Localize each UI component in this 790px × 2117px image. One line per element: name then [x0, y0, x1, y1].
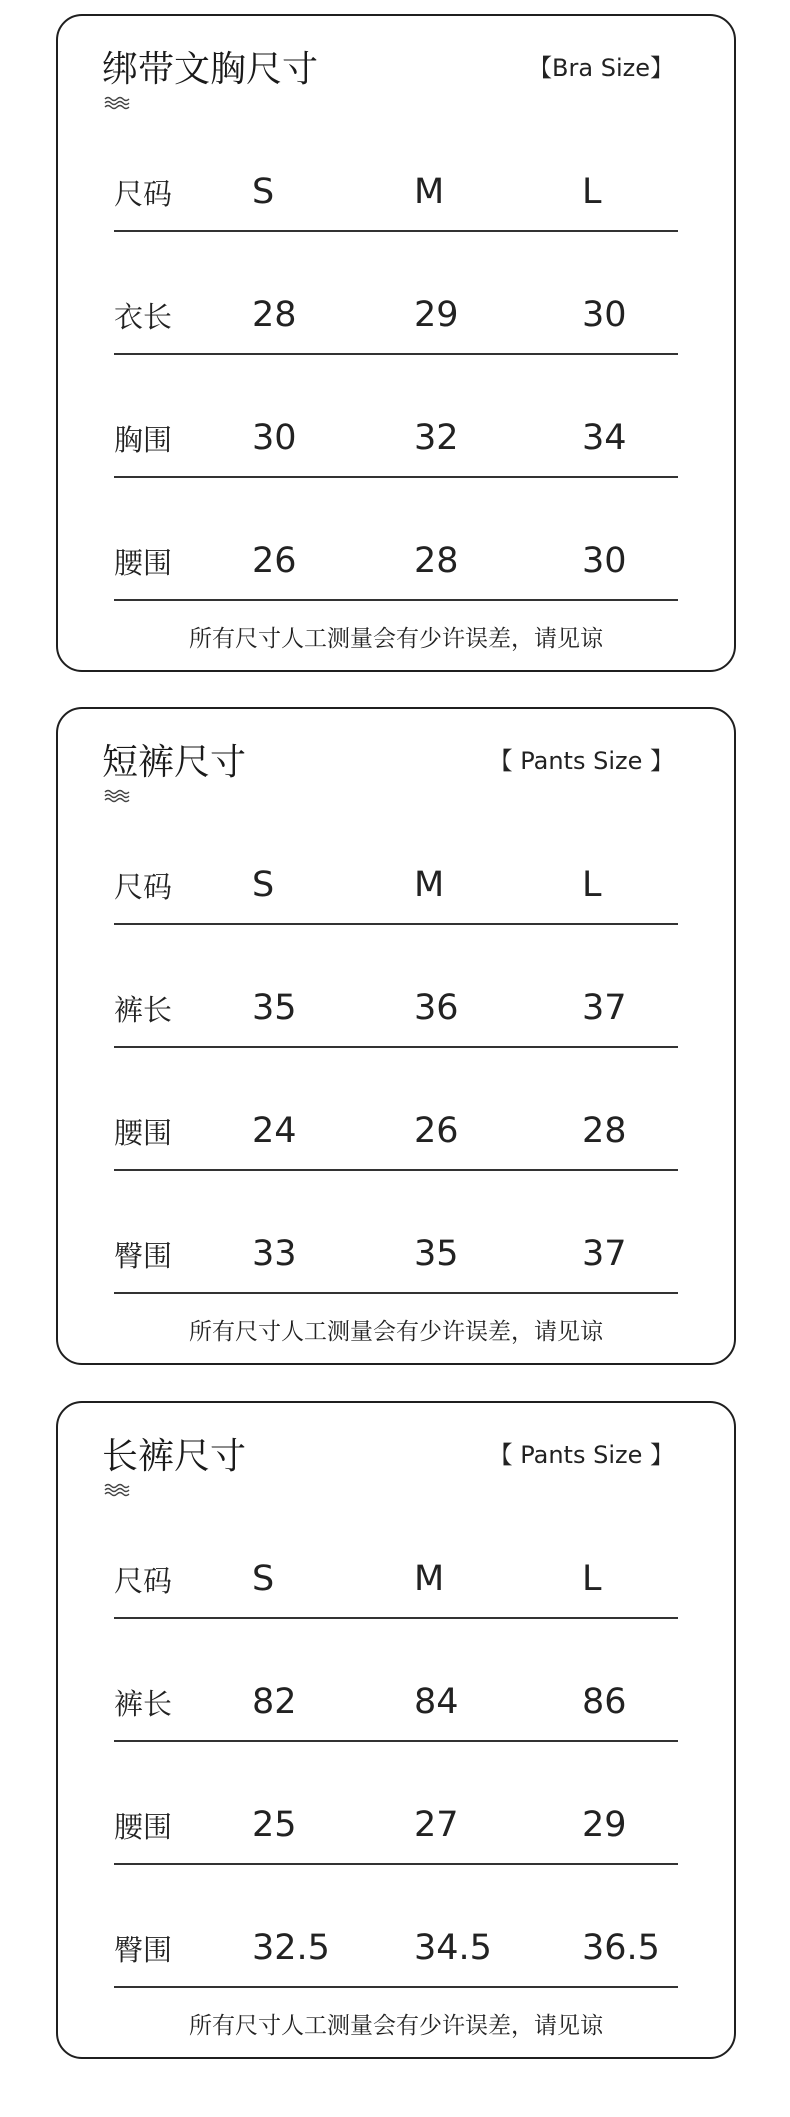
table-row [114, 1742, 678, 1865]
card-title: 短裤尺寸 [102, 742, 247, 783]
row-label: 衣长 [114, 300, 173, 334]
header-size-m: M [414, 172, 445, 212]
row-label: 胸围 [114, 423, 173, 457]
value-l: 29 [582, 1805, 627, 1845]
measurement-note: 所有尺寸人工测量会有少许误差，请见谅 [189, 2013, 603, 2039]
value-s: 25 [252, 1805, 297, 1845]
value-l: 30 [582, 541, 627, 581]
size-card-shorts [56, 707, 736, 1365]
measurement-note: 所有尺寸人工测量会有少许误差，请见谅 [189, 626, 603, 652]
header-size-m: M [414, 865, 445, 905]
value-m: 84 [414, 1682, 459, 1722]
value-s: 30 [252, 418, 297, 458]
row-label: 腰围 [114, 1116, 173, 1150]
measurement-note: 所有尺寸人工测量会有少许误差，请见谅 [189, 1319, 603, 1345]
size-tag: 【 Pants Size 】 [488, 1441, 674, 1469]
header-label: 尺码 [114, 177, 173, 211]
header-size-l: L [582, 865, 602, 905]
table-row [114, 232, 678, 355]
size-tag: 【 Pants Size 】 [488, 747, 674, 775]
value-l: 30 [582, 295, 627, 335]
value-m: 36 [414, 988, 459, 1028]
table-row [114, 1171, 678, 1294]
table-row [114, 1865, 678, 1988]
header-label: 尺码 [114, 870, 173, 904]
table-row [114, 1048, 678, 1171]
wave-icon [104, 1483, 130, 1497]
table-row [114, 355, 678, 478]
table-header-row [114, 1535, 678, 1619]
value-s: 26 [252, 541, 297, 581]
value-l: 36.5 [582, 1928, 660, 1968]
value-s: 33 [252, 1234, 297, 1274]
header-size-s: S [252, 865, 275, 905]
value-l: 28 [582, 1111, 627, 1151]
table-row [114, 925, 678, 1048]
header-label: 尺码 [114, 1564, 173, 1598]
size-card-long-pants [56, 1401, 736, 2059]
value-s: 32.5 [252, 1928, 330, 1968]
value-m: 26 [414, 1111, 459, 1151]
row-label: 腰围 [114, 1810, 173, 1844]
value-s: 24 [252, 1111, 297, 1151]
table-row [114, 478, 678, 601]
value-s: 35 [252, 988, 297, 1028]
header-size-m: M [414, 1559, 445, 1599]
value-l: 86 [582, 1682, 627, 1722]
wave-icon [104, 789, 130, 803]
value-m: 35 [414, 1234, 459, 1274]
value-m: 34.5 [414, 1928, 492, 1968]
value-s: 82 [252, 1682, 297, 1722]
row-label: 裤长 [114, 993, 173, 1027]
header-size-s: S [252, 1559, 275, 1599]
size-card-bra [56, 14, 736, 672]
value-l: 37 [582, 988, 627, 1028]
table-header-row [114, 148, 678, 232]
row-label: 腰围 [114, 546, 173, 580]
size-tag: 【Bra Size】 [528, 54, 674, 82]
value-s: 28 [252, 295, 297, 335]
card-title: 绑带文胸尺寸 [102, 49, 319, 90]
value-m: 28 [414, 541, 459, 581]
header-size-s: S [252, 172, 275, 212]
value-m: 32 [414, 418, 459, 458]
row-label: 臀围 [114, 1239, 173, 1273]
row-label: 臀围 [114, 1933, 173, 1967]
table-row [114, 1619, 678, 1742]
header-size-l: L [582, 1559, 602, 1599]
size-table [114, 841, 678, 1294]
card-title: 长裤尺寸 [102, 1436, 247, 1477]
size-table [114, 1535, 678, 1988]
table-header-row [114, 841, 678, 925]
row-label: 裤长 [114, 1687, 173, 1721]
value-l: 37 [582, 1234, 627, 1274]
value-m: 29 [414, 295, 459, 335]
wave-icon [104, 96, 130, 110]
header-size-l: L [582, 172, 602, 212]
value-m: 27 [414, 1805, 459, 1845]
value-l: 34 [582, 418, 627, 458]
size-table [114, 148, 678, 601]
